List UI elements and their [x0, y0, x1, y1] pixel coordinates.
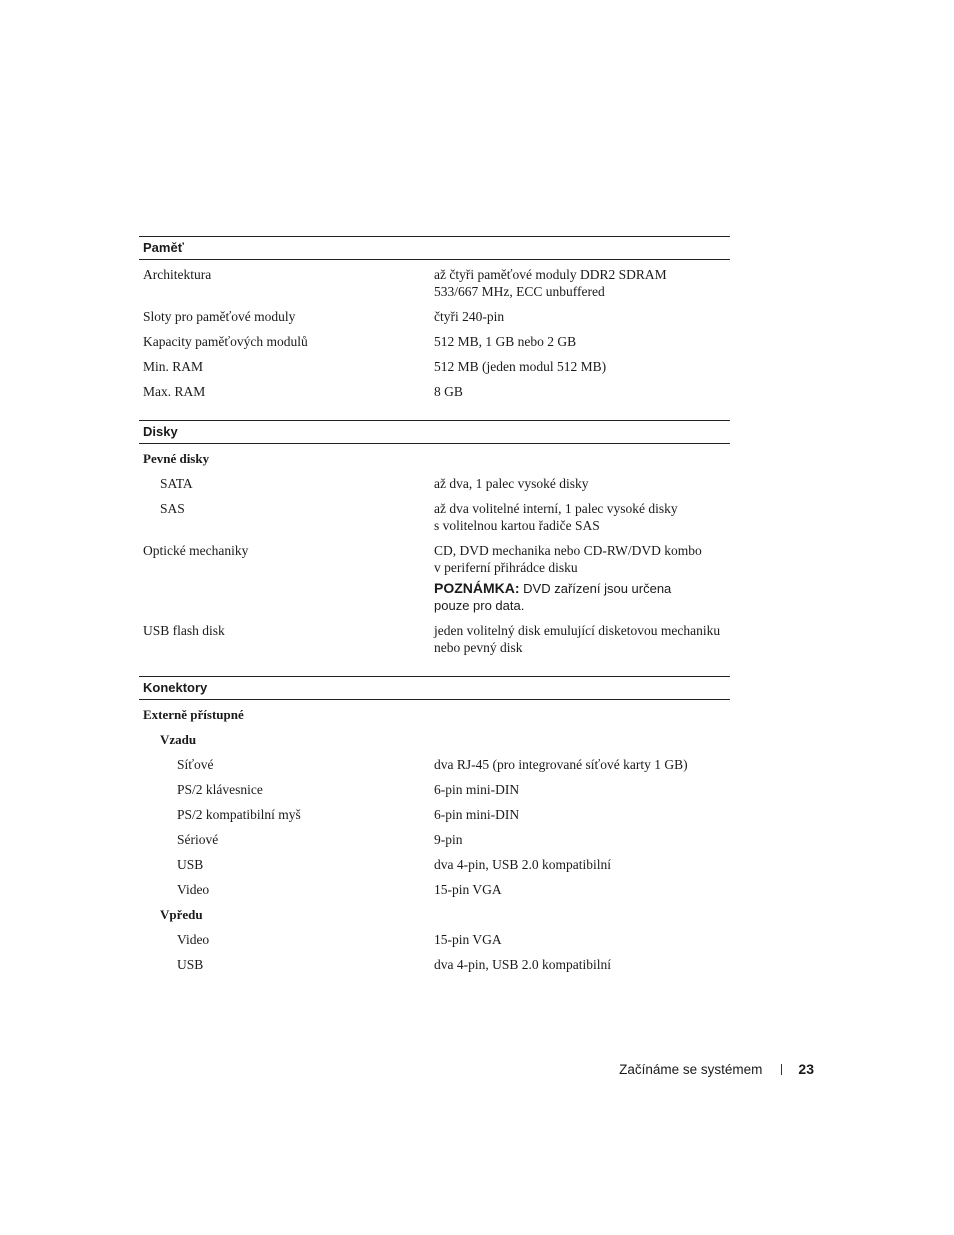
row-label: SAS — [160, 501, 185, 516]
table-row — [139, 804, 730, 829]
value-line: nebo pevný disk — [434, 640, 523, 655]
subheading-label: Pevné disky — [143, 451, 210, 466]
note-label: POZNÁMKA: — [434, 580, 520, 596]
row-label: SATA — [160, 476, 193, 491]
table-row — [139, 331, 730, 356]
row-label: Architektura — [143, 267, 212, 282]
row-value: dva RJ-45 (pro integrované síťové karty 1 GB) — [434, 757, 688, 772]
row-label: PS/2 klávesnice — [177, 782, 263, 797]
section-title: Konektory — [139, 676, 730, 700]
subheading-label: Externě přístupné — [143, 707, 244, 722]
value-line: až čtyři paměťové moduly DDR2 SDRAM — [434, 267, 667, 282]
table-row — [139, 779, 730, 804]
subheading-label: Vpředu — [160, 907, 203, 922]
row-value: 512 MB (jeden modul 512 MB) — [434, 359, 607, 374]
row-value: 9-pin — [434, 832, 463, 847]
row-label: USB — [177, 857, 204, 872]
row-value — [433, 266, 730, 300]
row-label: Max. RAM — [143, 384, 206, 399]
row-value: 6-pin mini-DIN — [434, 807, 520, 822]
row-value: čtyři 240-pin — [434, 309, 505, 324]
table-row — [139, 264, 730, 306]
footer-divider — [781, 1064, 782, 1075]
row-label: Video — [177, 882, 210, 897]
row-value: 8 GB — [434, 384, 463, 399]
note-text: pouze pro data. — [434, 598, 525, 613]
note — [434, 580, 730, 614]
row-label: Kapacity paměťových modulů — [143, 334, 308, 349]
row-value: 6-pin mini-DIN — [434, 782, 520, 797]
table-row — [139, 498, 730, 540]
table-row — [139, 854, 730, 879]
row-label: Síťové — [177, 757, 214, 772]
row-value — [433, 622, 730, 656]
row-label: Video — [177, 932, 210, 947]
table-row — [139, 473, 730, 498]
row-label: Min. RAM — [143, 359, 204, 374]
chapter-title: Začínáme se systémem — [619, 1062, 763, 1077]
row-label: USB flash disk — [143, 623, 225, 638]
value-line: 533/667 MHz, ECC unbuffered — [434, 284, 605, 299]
row-value: 512 MB, 1 GB nebo 2 GB — [434, 334, 577, 349]
table-row — [139, 954, 730, 979]
subheading-row — [139, 904, 730, 929]
value-line: v periferní přihrádce disku — [434, 560, 578, 575]
row-label: Sériové — [177, 832, 219, 847]
subheading-row — [139, 704, 730, 729]
table-row — [139, 540, 730, 620]
section-title: Disky — [139, 420, 730, 444]
row-label: Optické mechaniky — [143, 543, 249, 558]
note-text: DVD zařízení jsou určena — [519, 581, 672, 596]
section-title: Paměť — [139, 236, 730, 260]
table-row — [139, 879, 730, 904]
value-line: s volitelnou kartou řadiče SAS — [434, 518, 600, 533]
page-footer — [560, 1061, 814, 1077]
row-label: Sloty pro paměťové moduly — [143, 309, 296, 324]
row-value: dva 4-pin, USB 2.0 kompatibilní — [434, 957, 611, 972]
subheading-row — [139, 448, 730, 473]
row-value: 15-pin VGA — [434, 882, 502, 897]
table-row — [139, 620, 730, 662]
page-number: 23 — [798, 1061, 814, 1077]
row-value: 15-pin VGA — [434, 932, 502, 947]
value-line: jeden volitelný disk emulující disketovou mechaniku — [434, 623, 721, 638]
table-row — [139, 356, 730, 381]
table-row — [139, 929, 730, 954]
row-value — [433, 500, 730, 534]
table-row — [139, 306, 730, 331]
row-value — [433, 542, 730, 614]
subheading-row — [139, 729, 730, 754]
section-memory — [139, 236, 730, 406]
table-row — [139, 381, 730, 406]
row-label: USB — [177, 957, 204, 972]
spec-table — [139, 236, 730, 993]
table-row — [139, 829, 730, 854]
section-connectors — [139, 676, 730, 979]
value-line: až dva volitelné interní, 1 palec vysoké disky — [434, 501, 678, 516]
section-drives — [139, 420, 730, 662]
value-line: CD, DVD mechanika nebo CD-RW/DVD kombo — [434, 543, 702, 558]
row-value: dva 4-pin, USB 2.0 kompatibilní — [434, 857, 611, 872]
row-value: až dva, 1 palec vysoké disky — [434, 476, 589, 491]
table-row — [139, 754, 730, 779]
row-label: PS/2 kompatibilní myš — [177, 807, 301, 822]
subheading-label: Vzadu — [160, 732, 197, 747]
